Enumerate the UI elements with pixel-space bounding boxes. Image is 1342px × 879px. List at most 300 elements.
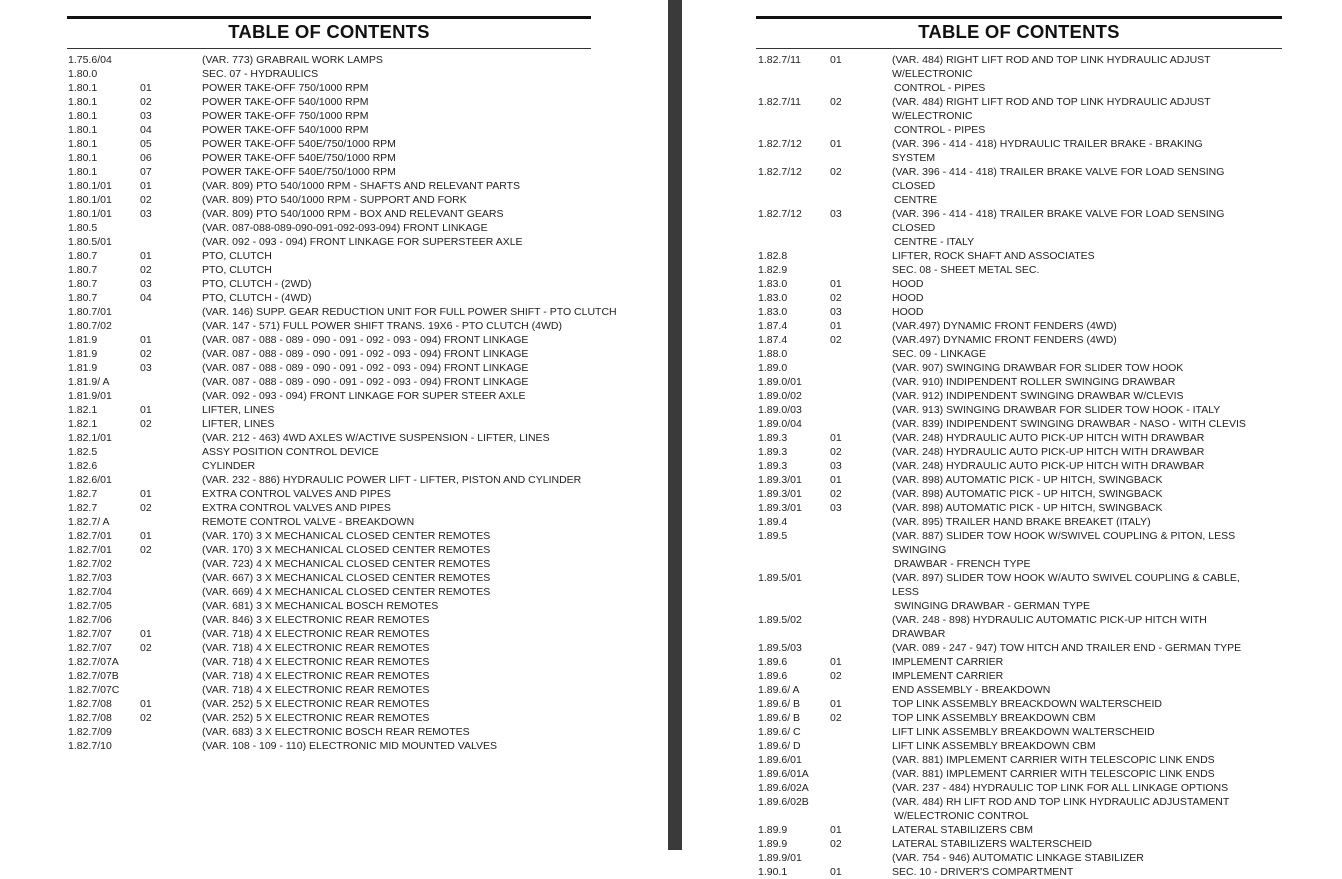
toc-entry-description-text: (VAR. 718) 4 X ELECTRONIC REAR REMOTES [202,684,430,696]
toc-entry[interactable] [758,753,1328,767]
toc-entry-description-continuation: CONTROL - PIPES [894,124,986,136]
toc-entry-subnumber [830,515,892,529]
toc-entry-subnumber: 03 [140,362,152,374]
toc-entry-description [202,235,628,249]
toc-entry-description-text: (VAR. 809) PTO 540/1000 RPM - SUPPORT AND FORK [202,194,467,206]
toc-entry[interactable] [758,851,1328,865]
left-toc-header [67,16,591,49]
toc-entry-description-text: POWER TAKE-OFF 750/1000 RPM [202,110,369,122]
toc-entry-code: 1.80.7 [68,250,98,262]
toc-entry-subnumber [140,515,202,529]
toc-entry-subnumber: 02 [830,166,842,178]
toc-entry[interactable] [758,417,1328,431]
toc-entry-subnumber [830,683,892,697]
toc-entry-description-text: LIFTER, LINES [202,404,275,416]
toc-entry-description [202,739,628,753]
toc-entry-description-text: (VAR. 092 - 093 - 094) FRONT LINKAGE FOR SUPERSTEER AXLE [202,236,523,248]
toc-entry[interactable] [68,165,628,179]
toc-entry-description [892,865,1248,879]
toc-entry-code: 1.82.6/01 [68,474,112,486]
toc-entry-subnumber: 01 [140,404,152,416]
toc-entry[interactable] [68,473,628,487]
toc-entry-description-text: (VAR. 898) AUTOMATIC PICK - UP HITCH, SWINGBACK [892,474,1163,486]
toc-entry-subnumber [140,431,202,445]
toc-entry-subnumber [140,459,202,473]
toc-entry-subnumber: 01 [140,82,152,94]
toc-entry-code: 1.82.7/07 [68,642,112,654]
toc-entry-code: 1.89.0/01 [758,376,802,388]
toc-entry-description-text: IMPLEMENT CARRIER [892,670,1004,682]
toc-entry-code: 1.80.1/01 [68,194,112,206]
toc-entry-code: 1.80.1 [68,96,98,108]
toc-entry[interactable] [758,613,1328,641]
toc-entry[interactable] [68,235,628,249]
toc-entry[interactable] [758,487,1328,501]
toc-entry-description-text: (VAR. 248) HYDRAULIC AUTO PICK-UP HITCH WITH DRAWBAR [892,446,1205,458]
toc-entry[interactable] [68,417,628,431]
toc-entry[interactable] [758,473,1328,487]
toc-entry-code: 1.80.7/02 [68,320,112,332]
toc-entry-subnumber: 02 [140,96,152,108]
toc-entry-description [202,221,628,235]
toc-entry[interactable] [68,137,628,151]
toc-entry-subnumber: 02 [140,642,152,654]
toc-entry-description [892,445,1248,459]
toc-entry-subnumber: 03 [140,278,152,290]
toc-entry[interactable] [758,207,1328,249]
toc-entry-description-text: (VAR. 718) 4 X ELECTRONIC REAR REMOTES [202,642,430,654]
toc-entry[interactable] [68,725,628,739]
toc-entry-subnumber [140,571,202,585]
toc-entry[interactable] [68,151,628,165]
toc-entry[interactable] [68,193,628,207]
toc-entry[interactable] [68,515,628,529]
toc-entry[interactable] [758,53,1328,95]
toc-entry[interactable] [68,613,628,627]
toc-entry-description-text: (VAR. 754 - 946) AUTOMATIC LINKAGE STABILIZER [892,852,1144,864]
toc-entry-description-text: (VAR. 669) 4 X MECHANICAL CLOSED CENTER REMOTES [202,586,491,598]
toc-entry-description [892,515,1248,529]
toc-entry-description [892,683,1248,697]
toc-entry[interactable] [68,375,628,389]
toc-entry[interactable] [758,823,1328,837]
toc-entry-description-text: (VAR. 718) 4 X ELECTRONIC REAR REMOTES [202,670,430,682]
toc-entry[interactable] [68,697,628,711]
toc-entry-description [892,263,1248,277]
toc-entry[interactable] [68,221,628,235]
toc-entry-description-text: (VAR. 773) GRABRAIL WORK LAMPS [202,54,383,66]
right-toc-title: TABLE OF CONTENTS [918,21,1120,42]
toc-entry[interactable] [758,291,1328,305]
toc-entry[interactable] [758,767,1328,781]
toc-entry-description [892,781,1248,795]
toc-entry-subnumber: 02 [830,96,842,108]
toc-entry[interactable] [68,249,628,263]
toc-entry-description [892,389,1248,403]
toc-entry-subnumber: 02 [830,670,842,682]
toc-entry-subnumber: 02 [140,264,152,276]
toc-entry-description-text: (VAR. 252) 5 X ELECTRONIC REAR REMOTES [202,712,430,724]
toc-entry-subnumber: 02 [140,194,152,206]
toc-entry-subnumber: 01 [140,180,152,192]
toc-entry-description-text: (VAR. 092 - 093 - 094) FRONT LINKAGE FOR SUPER STEER AXLE [202,390,526,402]
toc-entry-subnumber: 02 [830,334,842,346]
toc-entry-description-text: (VAR. 898) AUTOMATIC PICK - UP HITCH, SWINGBACK [892,488,1163,500]
toc-entry-description [892,459,1248,473]
toc-entry-description [892,417,1248,431]
toc-entry[interactable] [758,529,1328,571]
toc-entry[interactable] [68,711,628,725]
toc-entry[interactable] [68,389,628,403]
toc-entry[interactable] [758,305,1328,319]
toc-entry[interactable] [68,655,628,669]
toc-entry[interactable] [758,319,1328,333]
toc-entry[interactable] [68,179,628,193]
toc-entry-subnumber [830,739,892,753]
toc-entry-code: 1.88.0 [758,348,788,360]
toc-entry[interactable] [758,865,1328,879]
toc-entry-code: 1.82.7 [68,488,98,500]
toc-entry[interactable] [68,459,628,473]
toc-entry-subnumber [830,403,892,417]
toc-entry-code: 1.80.1 [68,152,98,164]
toc-entry-code: 1.89.3/01 [758,488,802,500]
toc-entry-code: 1.83.0 [758,278,788,290]
toc-entry[interactable] [68,207,628,221]
toc-entry-description [892,361,1248,375]
toc-entry-subnumber: 01 [140,530,152,542]
toc-entry[interactable] [758,263,1328,277]
toc-entry[interactable] [758,249,1328,263]
toc-entry-code: 1.89.6 [758,670,788,682]
toc-entry[interactable] [758,725,1328,739]
toc-entry[interactable] [758,669,1328,683]
toc-entry-description [892,305,1248,319]
toc-entry[interactable] [68,319,628,333]
toc-entry[interactable] [758,431,1328,445]
toc-entry-subnumber [140,655,202,669]
toc-entry-description [892,753,1248,767]
toc-entry-code: 1.82.7/11 [758,54,802,66]
toc-entry-subnumber: 03 [140,110,152,122]
toc-entry-description [892,333,1248,347]
toc-entry[interactable] [68,67,628,81]
toc-entry-description [892,571,1248,613]
toc-entry-description [202,263,628,277]
toc-entry-description [202,697,628,711]
toc-entry-subnumber: 01 [140,334,152,346]
toc-entry[interactable] [68,291,628,305]
toc-entry[interactable] [758,571,1328,613]
toc-entry-code: 1.82.7/01 [68,530,112,542]
toc-entry[interactable] [68,431,628,445]
toc-entry-description-text: POWER TAKE-OFF 750/1000 RPM [202,82,369,94]
toc-entry-description-text: TOP LINK ASSEMBLY BREAKDOWN CBM [892,712,1096,724]
toc-entry-subnumber [830,851,892,865]
toc-entry-description-text: (VAR. 146) SUPP. GEAR REDUCTION UNIT FOR FULL POWER SHIFT - PTO CLUTCH [202,306,617,318]
toc-entry[interactable] [758,515,1328,529]
toc-entry-code: 1.89.6/02B [758,796,809,808]
toc-entry-description [892,207,1248,249]
toc-entry[interactable] [68,683,628,697]
toc-entry-description-text: (VAR. 484) RIGHT LIFT ROD AND TOP LINK HYDRAULIC ADJUST W/ELECTRONIC [892,96,1211,122]
toc-entry-description [202,529,628,543]
toc-entry[interactable] [68,641,628,655]
toc-entry-subnumber [830,725,892,739]
toc-entry[interactable] [758,459,1328,473]
toc-entry-subnumber: 04 [140,292,152,304]
toc-entry[interactable] [68,333,628,347]
toc-entry-description-text: PTO, CLUTCH - (2WD) [202,278,312,290]
toc-entry-subnumber: 02 [140,348,152,360]
toc-entry[interactable] [68,627,628,641]
toc-entry-subnumber: 01 [830,54,842,66]
toc-entry-description-text: EXTRA CONTROL VALVES AND PIPES [202,488,391,500]
toc-entry-code: 1.81.9 [68,362,98,374]
toc-entry-description-text: (VAR. 232 - 886) HYDRAULIC POWER LIFT - LIFTER, PISTON AND CYLINDER [202,474,582,486]
toc-entry-subnumber [830,781,892,795]
toc-entry-description [892,319,1248,333]
toc-entry-code: 1.82.6 [68,460,98,472]
toc-entry[interactable] [758,655,1328,669]
toc-entry-code: 1.89.0/04 [758,418,802,430]
toc-entry[interactable] [758,277,1328,291]
toc-entry-subnumber: 02 [140,418,152,430]
toc-entry[interactable] [68,361,628,375]
toc-entry-code: 1.82.7/12 [758,138,802,150]
toc-entry[interactable] [758,683,1328,697]
toc-entry[interactable] [758,375,1328,389]
toc-entry-description [202,389,628,403]
toc-entry-subnumber [140,599,202,613]
toc-entry[interactable] [68,95,628,109]
toc-entry-code: 1.89.3 [758,460,788,472]
toc-entry-subnumber: 01 [830,320,842,332]
toc-entry[interactable] [68,487,628,501]
toc-entry-description [202,53,628,67]
toc-entry-subnumber: 01 [830,278,842,290]
toc-entry-code: 1.89.5 [758,530,788,542]
right-toc-list [758,53,1328,879]
toc-entry[interactable] [68,263,628,277]
toc-entry-description [892,137,1248,165]
toc-entry-description-text: (VAR. 396 - 414 - 418) TRAILER BRAKE VALVE FOR LOAD SENSING CLOSED [892,208,1225,234]
toc-entry[interactable] [758,389,1328,403]
toc-entry-description-text: PTO, CLUTCH [202,264,272,276]
toc-entry-description [892,473,1248,487]
toc-entry-description [202,683,628,697]
toc-entry-code: 1.89.5/01 [758,572,802,584]
toc-entry-description [892,823,1248,837]
toc-entry-subnumber [830,795,892,823]
toc-entry-subnumber: 01 [140,698,152,710]
toc-entry-description-text: LIFT LINK ASSEMBLY BREAKDOWN CBM [892,740,1096,752]
toc-entry-code: 1.89.9 [758,824,788,836]
toc-entry[interactable] [758,95,1328,137]
toc-entry-code: 1.89.6/ D [758,740,801,752]
toc-entry[interactable] [758,641,1328,655]
toc-entry[interactable] [758,739,1328,753]
toc-entry-subnumber: 02 [140,502,152,514]
toc-entry-description-text: (VAR. 147 - 571) FULL POWER SHIFT TRANS. 19X6 - PTO CLUTCH (4WD) [202,320,562,332]
toc-entry[interactable] [68,543,628,557]
toc-entry[interactable] [68,123,628,137]
toc-entry-subnumber: 01 [140,250,152,262]
toc-entry-description-continuation: W/ELECTRONIC CONTROL [894,810,1029,822]
toc-entry-code: 1.82.7/04 [68,586,112,598]
toc-entry-description [202,319,628,333]
toc-entry-subnumber [830,263,892,277]
toc-entry[interactable] [68,81,628,95]
toc-entry-description-text: (VAR. 723) 4 X MECHANICAL CLOSED CENTER REMOTES [202,558,491,570]
toc-entry[interactable] [68,557,628,571]
toc-entry-code: 1.82.7/07A [68,656,119,668]
toc-entry-code: 1.89.3 [758,432,788,444]
toc-entry-description-text: (VAR. 170) 3 X MECHANICAL CLOSED CENTER REMOTES [202,530,491,542]
toc-entry[interactable] [758,347,1328,361]
toc-entry-description-text: (VAR. 248 - 898) HYDRAULIC AUTOMATIC PICK-UP HITCH WITH DRAWBAR [892,614,1207,640]
toc-entry-code: 1.82.7/12 [758,208,802,220]
toc-entry[interactable] [758,837,1328,851]
toc-entry-description [202,207,628,221]
toc-entry-code: 1.87.4 [758,320,788,332]
toc-entry-subnumber: 03 [830,208,842,220]
toc-entry-description [892,431,1248,445]
toc-entry[interactable] [68,277,628,291]
toc-entry-description [202,165,628,179]
toc-entry-description [202,361,628,375]
toc-entry[interactable] [68,347,628,361]
toc-entry-description [202,67,628,81]
toc-entry-code: 1.89.3/01 [758,474,802,486]
toc-entry-description [202,557,628,571]
toc-entry-subnumber [140,319,202,333]
toc-entry-description [892,613,1248,641]
toc-entry-description-continuation: CENTRE - ITALY [894,236,975,248]
toc-entry[interactable] [758,333,1328,347]
toc-entry-description-text: LATERAL STABILIZERS WALTERSCHEID [892,838,1092,850]
toc-entry[interactable] [758,165,1328,207]
toc-entry[interactable] [68,109,628,123]
toc-entry-description-text: (VAR. 212 - 463) 4WD AXLES W/ACTIVE SUSPENSION - LIFTER, LINES [202,432,550,444]
toc-entry-description [202,599,628,613]
toc-entry[interactable] [68,403,628,417]
toc-entry-code: 1.80.7 [68,278,98,290]
toc-entry-code: 1.80.1 [68,82,98,94]
toc-entry[interactable] [758,697,1328,711]
toc-entry-description-text: (VAR.497) DYNAMIC FRONT FENDERS (4WD) [892,320,1117,332]
toc-entry-description [892,739,1248,753]
toc-entry-code: 1.82.1 [68,404,98,416]
toc-entry-description-text: (VAR. 396 - 414 - 418) HYDRAULIC TRAILER BRAKE - BRAKING SYSTEM [892,138,1203,164]
toc-entry-description [202,151,628,165]
toc-entry-description-text: (VAR. 484) RH LIFT ROD AND TOP LINK HYDRAULIC ADJUSTAMENT [892,796,1230,808]
toc-entry-subnumber: 02 [830,712,842,724]
toc-entry-description [202,277,628,291]
toc-entry[interactable] [758,781,1328,795]
toc-entry-description [202,627,628,641]
toc-entry-description-text: (VAR. 396 - 414 - 418) TRAILER BRAKE VALVE FOR LOAD SENSING CLOSED [892,166,1225,192]
toc-entry[interactable] [68,305,628,319]
toc-entry-subnumber: 01 [830,698,842,710]
toc-entry-code: 1.81.9 [68,348,98,360]
toc-entry[interactable] [758,137,1328,165]
toc-entry[interactable] [758,361,1328,375]
toc-entry-subnumber: 02 [830,838,842,850]
toc-entry-description-text: POWER TAKE-OFF 540/1000 RPM [202,124,369,136]
toc-entry-description-text: (VAR. 248) HYDRAULIC AUTO PICK-UP HITCH WITH DRAWBAR [892,432,1205,444]
toc-entry-description [202,333,628,347]
toc-entry[interactable] [758,795,1328,823]
toc-entry[interactable] [68,599,628,613]
toc-entry-description-continuation: CENTRE [894,194,938,206]
toc-entry-code: 1.82.7/09 [68,726,112,738]
toc-entry-code: 1.89.6/01 [758,754,802,766]
toc-entry-subnumber: 02 [830,488,842,500]
toc-entry-description-text: IMPLEMENT CARRIER [892,656,1004,668]
toc-entry[interactable] [758,403,1328,417]
toc-entry-code: 1.82.7/ A [68,516,110,528]
toc-entry-code: 1.82.7/08 [68,712,112,724]
toc-entry-description-text: (VAR. 809) PTO 540/1000 RPM - BOX AND RELEVANT GEARS [202,208,504,220]
toc-entry-description-text: POWER TAKE-OFF 540E/750/1000 RPM [202,138,396,150]
toc-entry[interactable] [68,53,628,67]
toc-entry-code: 1.82.5 [68,446,98,458]
toc-entry-subnumber [140,683,202,697]
toc-entry-description [202,403,628,417]
toc-entry-description [202,249,628,263]
toc-entry-code: 1.81.9 [68,334,98,346]
toc-entry-description-text: HOOD [892,278,924,290]
right-toc-header [756,16,1282,49]
toc-entry-subnumber [140,557,202,571]
toc-entry[interactable] [758,711,1328,725]
toc-entry-subnumber: 02 [830,292,842,304]
toc-entry-description [892,655,1248,669]
toc-entry[interactable] [758,445,1328,459]
toc-entry-description-text: (VAR. 895) TRAILER HAND BRAKE BREAKET (ITALY) [892,516,1151,528]
toc-entry[interactable] [68,739,628,753]
toc-entry[interactable] [68,585,628,599]
toc-entry-description-text: (VAR. 484) RIGHT LIFT ROD AND TOP LINK HYDRAULIC ADJUST W/ELECTRONIC [892,54,1211,80]
toc-entry-description [202,459,628,473]
toc-entry-subnumber [140,445,202,459]
toc-entry-subnumber: 02 [140,544,152,556]
toc-entry-description [202,347,628,361]
toc-entry[interactable] [68,571,628,585]
toc-entry[interactable] [68,501,628,515]
toc-entry-code: 1.80.1 [68,124,98,136]
toc-entry-description-text: (VAR. 846) 3 X ELECTRONIC REAR REMOTES [202,614,430,626]
toc-entry-code: 1.80.1 [68,110,98,122]
toc-entry[interactable] [68,445,628,459]
toc-entry-description-text: PTO, CLUTCH [202,250,272,262]
toc-entry-description [892,641,1248,655]
toc-entry-description-text: (VAR. 087 - 088 - 089 - 090 - 091 - 092 - 093 - 094) FRONT LINKAGE [202,376,529,388]
toc-entry-description-text: (VAR. 087 - 088 - 089 - 090 - 091 - 092 - 093 - 094) FRONT LINKAGE [202,334,529,346]
toc-entry-description [202,501,628,515]
toc-entry-description-text: (VAR. 897) SLIDER TOW HOOK W/AUTO SWIVEL COUPLING & CABLE, LESS [892,572,1240,598]
toc-entry-description [892,669,1248,683]
toc-entry-code: 1.82.9 [758,264,788,276]
toc-entry[interactable] [68,669,628,683]
toc-entry[interactable] [758,501,1328,515]
toc-entry[interactable] [68,529,628,543]
toc-entry-description [202,445,628,459]
toc-entry-description [202,305,628,319]
toc-entry-description-text: SEC. 10 - DRIVER'S COMPARTMENT [892,866,1074,878]
toc-entry-subnumber: 03 [140,208,152,220]
